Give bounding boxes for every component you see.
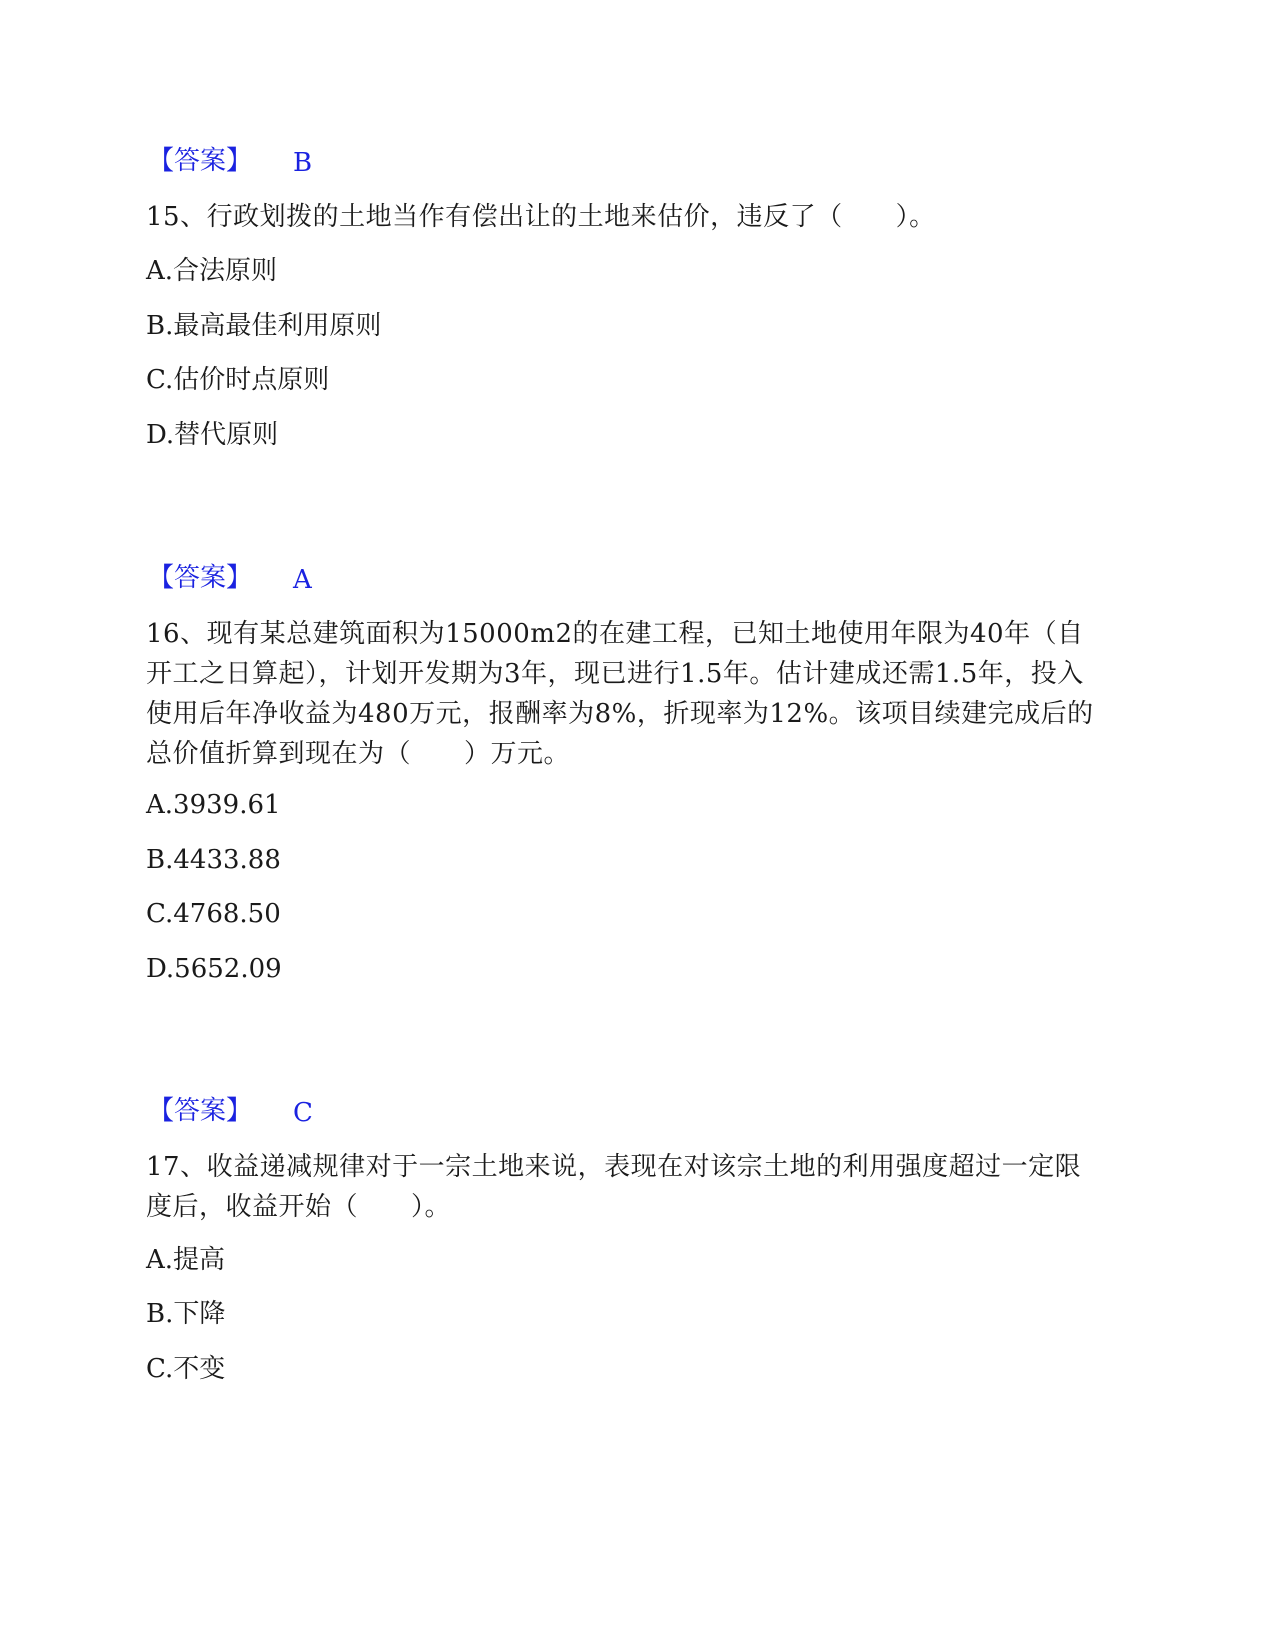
answer-label: 【答案】 <box>148 146 253 176</box>
option-b: B.4433.88 <box>146 845 281 875</box>
option-d: D.替代原则 <box>146 420 279 450</box>
question-stem: 17、收益递减规律对于一宗土地来说，表现在对该宗土地的利用强度超过一定限度后，收益开始（ ）。 <box>146 1152 1082 1222</box>
option-b: B.下降 <box>146 1299 226 1329</box>
answer-label: 【答案】 <box>148 563 253 593</box>
question-stem: 16、现有某总建筑面积为15000m2的在建工程，已知土地使用年限为40年（自开工之日算起），计划开发期为3年，现已进行1.5年。估计建成还需1.5年，投入使用后年净收益为480万元，报酬率为8%，折现率为12%。该项目续建完成后的总价值折算到现在为（ ）万元。 <box>146 619 1094 769</box>
question-stem: 15、行政划拨的土地当作有偿出让的土地来估价，违反了（ ）。 <box>146 202 936 232</box>
option-c: C.不变 <box>146 1354 226 1384</box>
option-a: A.3939.61 <box>146 790 281 820</box>
answer-value: C <box>293 1098 313 1128</box>
answer-value: B <box>293 148 313 178</box>
option-a: A.合法原则 <box>146 256 278 286</box>
option-b: B.最高最佳利用原则 <box>146 311 382 341</box>
answer-label: 【答案】 <box>148 1096 253 1126</box>
option-c: C.4768.50 <box>146 899 281 929</box>
option-a: A.提高 <box>146 1245 226 1275</box>
option-c: C.估价时点原则 <box>146 365 330 395</box>
option-d: D.5652.09 <box>146 954 282 984</box>
answer-value: A <box>293 565 312 595</box>
